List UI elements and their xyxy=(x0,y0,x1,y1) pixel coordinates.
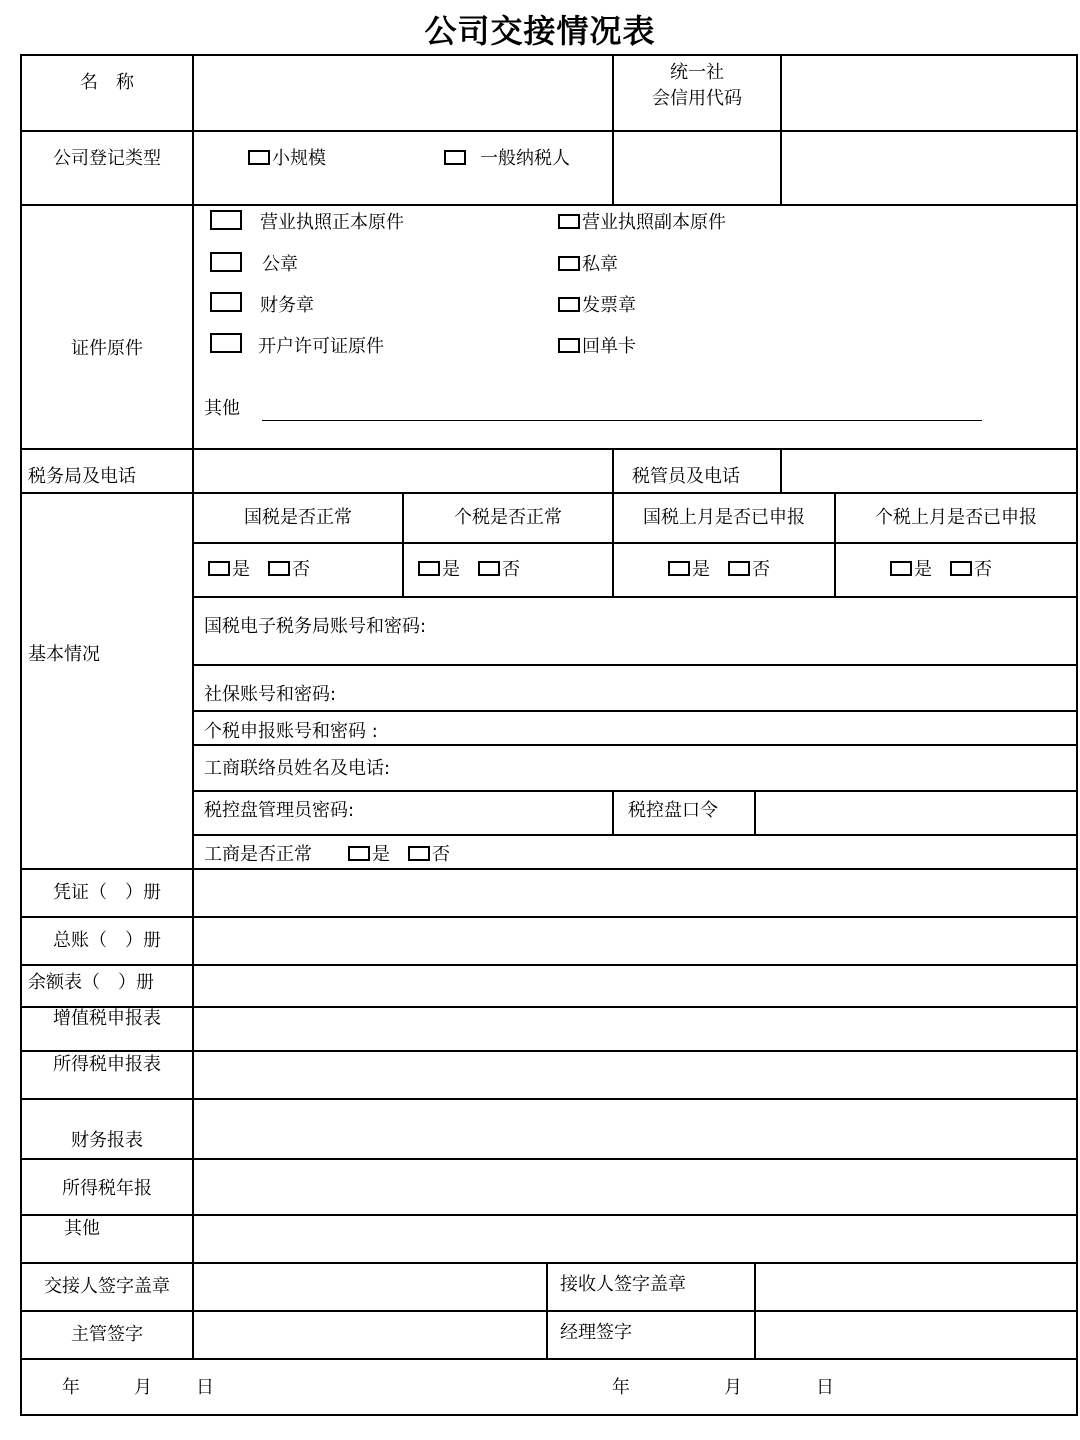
yesno-national-tax-normal: 是 否 xyxy=(208,559,310,581)
checkbox-no[interactable] xyxy=(728,561,750,576)
checkbox-no[interactable] xyxy=(408,846,430,861)
checkbox-official-seal[interactable] xyxy=(210,252,242,272)
header-national-tax-filed: 国税上月是否已申报 xyxy=(643,507,805,528)
icb-normal-row: 工商是否正常 是 否 xyxy=(204,844,450,865)
date-right-month: 月 xyxy=(724,1377,742,1398)
option-private-seal[interactable]: 私章 xyxy=(558,254,618,276)
manager-signature-label: 经理签字 xyxy=(560,1322,632,1343)
date-right-day: 日 xyxy=(816,1377,834,1398)
receiver-signature-label: 接收人签字盖章 xyxy=(560,1274,686,1295)
checkbox-license-original[interactable] xyxy=(210,210,242,230)
cert-license-original: 营业执照正本原件 xyxy=(260,212,404,233)
header-national-tax-normal: 国税是否正常 xyxy=(244,507,352,528)
checkbox-yes[interactable] xyxy=(668,561,690,576)
handover-signature-label: 交接人签字盖章 xyxy=(44,1276,170,1297)
yesno-national-tax-filed: 是 否 xyxy=(668,559,770,581)
tax-disk-admin-password-label: 税控盘管理员密码: xyxy=(204,800,355,821)
date-left-year: 年 xyxy=(62,1377,80,1398)
credit-code-field[interactable] xyxy=(784,58,1074,128)
books-income-tax-return-label: 所得税申报表 xyxy=(53,1054,161,1075)
option-general-taxpayer[interactable]: 一般纳税人 xyxy=(444,148,570,170)
page-title: 公司交接情况表 xyxy=(424,12,656,50)
checkbox-receipt-card[interactable] xyxy=(558,338,580,353)
cert-other-line[interactable] xyxy=(262,420,982,421)
option-invoice-seal[interactable]: 发票章 xyxy=(558,295,636,317)
credit-code-label-line1: 统一社 xyxy=(670,62,724,83)
checkbox-small-scale[interactable] xyxy=(248,150,270,165)
tax-bureau-label: 税务局及电话 xyxy=(28,466,136,487)
certificates-label: 证件原件 xyxy=(71,338,143,359)
books-vat-return-label: 增值税申报表 xyxy=(53,1008,161,1029)
checkbox-private-seal[interactable] xyxy=(558,256,580,271)
checkbox-finance-seal[interactable] xyxy=(210,292,242,312)
liaison-label: 工商联络员姓名及电话: xyxy=(204,758,391,779)
checkbox-invoice-seal[interactable] xyxy=(558,297,580,312)
books-vouchers-label: 凭证（ ）册 xyxy=(53,882,161,903)
checkbox-account-permit[interactable] xyxy=(210,333,242,353)
checkbox-yes[interactable] xyxy=(890,561,912,576)
books-balance-label: 余额表（ ）册 xyxy=(28,972,154,993)
checkbox-no[interactable] xyxy=(268,561,290,576)
date-left-month: 月 xyxy=(134,1377,152,1398)
header-iit-filed: 个税上月是否已申报 xyxy=(875,507,1037,528)
credit-code-label-line2: 会信用代码 xyxy=(652,88,742,109)
iit-account-label: 个税申报账号和密码 : xyxy=(204,721,378,742)
supervisor-signature-label: 主管签字 xyxy=(71,1324,143,1345)
social-security-account-label: 社保账号和密码: xyxy=(204,684,337,705)
option-receipt-card[interactable]: 回单卡 xyxy=(558,336,636,358)
checkbox-yes[interactable] xyxy=(418,561,440,576)
checkbox-license-copy[interactable] xyxy=(558,214,580,229)
cert-other-label: 其他 xyxy=(204,398,240,419)
yesno-iit-normal: 是 否 xyxy=(418,559,520,581)
books-financial-statements-label: 财务报表 xyxy=(71,1130,143,1151)
cert-finance-seal: 财务章 xyxy=(260,295,314,316)
books-ledger-label: 总账（ ）册 xyxy=(53,930,161,951)
checkbox-yes[interactable] xyxy=(348,846,370,861)
checkbox-no[interactable] xyxy=(950,561,972,576)
header-iit-normal: 个税是否正常 xyxy=(454,507,562,528)
books-income-tax-annual-label: 所得税年报 xyxy=(62,1178,152,1199)
cert-account-permit: 开户许可证原件 xyxy=(258,336,384,357)
books-other-label: 其他 xyxy=(64,1218,100,1239)
basic-info-label: 基本情况 xyxy=(28,644,100,665)
registration-type-label: 公司登记类型 xyxy=(53,148,161,169)
icb-normal-label: 工商是否正常 xyxy=(204,844,312,865)
option-small-scale[interactable]: 小规模 xyxy=(248,148,326,170)
name-label: 名 称 xyxy=(80,72,134,93)
date-right-year: 年 xyxy=(612,1377,630,1398)
yesno-iit-filed: 是 否 xyxy=(890,559,992,581)
checkbox-general-taxpayer[interactable] xyxy=(444,150,466,165)
tax-disk-passcode-label: 税控盘口令 xyxy=(628,800,718,821)
date-left-day: 日 xyxy=(196,1377,214,1398)
option-license-copy[interactable]: 营业执照副本原件 xyxy=(558,212,726,234)
checkbox-yes[interactable] xyxy=(208,561,230,576)
checkbox-no[interactable] xyxy=(478,561,500,576)
tax-officer-label: 税管员及电话 xyxy=(632,466,740,487)
company-name-field[interactable] xyxy=(196,58,610,128)
cert-official-seal: 公章 xyxy=(262,254,298,275)
etax-account-label: 国税电子税务局账号和密码: xyxy=(204,616,427,637)
